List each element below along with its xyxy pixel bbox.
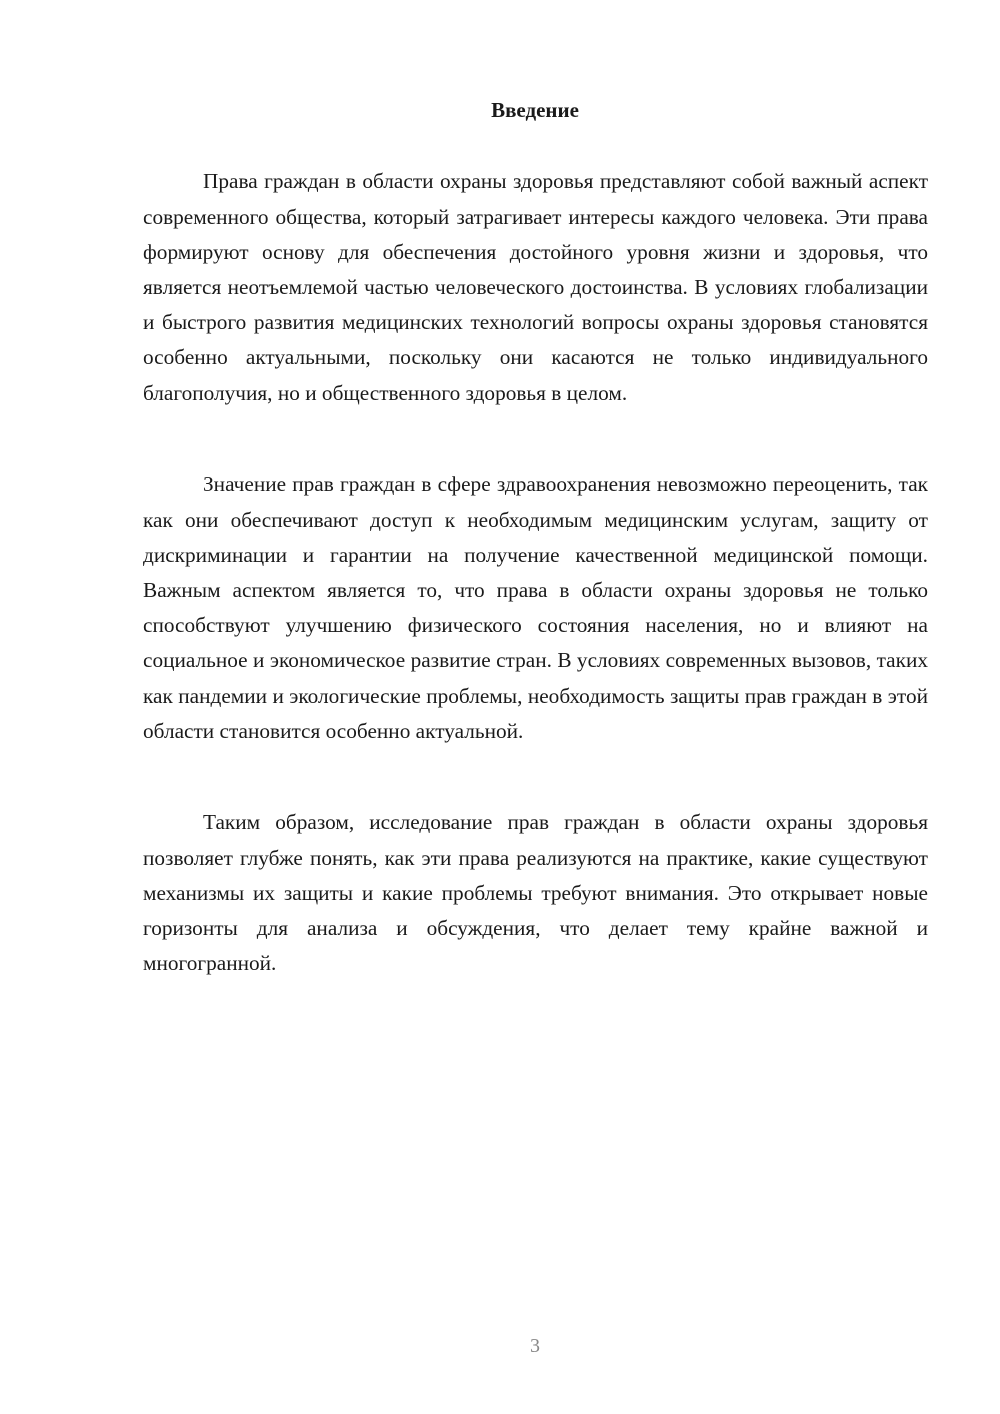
paragraph-1: Права граждан в области охраны здоровья представляют собой важный аспект современного общества, который затрагивает интересы каждого человека. Эти права формируют основу для обеспечения достойного уровня жизни и здоровья, что является неотъемлемой частью человеческого достоинства. В условиях глобализации и быстрого развития медицинских технологий вопросы охраны здоровья становятся особенно актуальными, поскольку они касаются не только индивидуального благополучия, но и общественного здоровья в целом.	[143, 169, 928, 405]
page-number: 3	[530, 1335, 540, 1357]
section-heading: Введение	[491, 98, 579, 122]
paragraph-3: Таким образом, исследование прав граждан в области охраны здоровья позволяет глубже понять, как эти права реализуются на практике, какие существуют механизмы их защиты и какие проблемы требуют внимания. Это открывает новые горизонты для анализа и обсуждения, что делает тему крайне важной и многогранной.	[143, 810, 928, 976]
paragraph-2: Значение прав граждан в сфере здравоохранения невозможно переоценить, так как они обеспечивают доступ к необходимым медицинским услугам, защиту от дискриминации и гарантии на получение качественной медицинской помощи. Важным аспектом является то, что права в области охраны здоровья не только способствуют улучшению физического состояния населения, но и влияют на социальное и экономическое развитие стран. В условиях современных вызовов, таких как пандемии и экологические проблемы, необходимость защиты прав граждан в этой области становится особенно актуальной.	[143, 472, 928, 743]
